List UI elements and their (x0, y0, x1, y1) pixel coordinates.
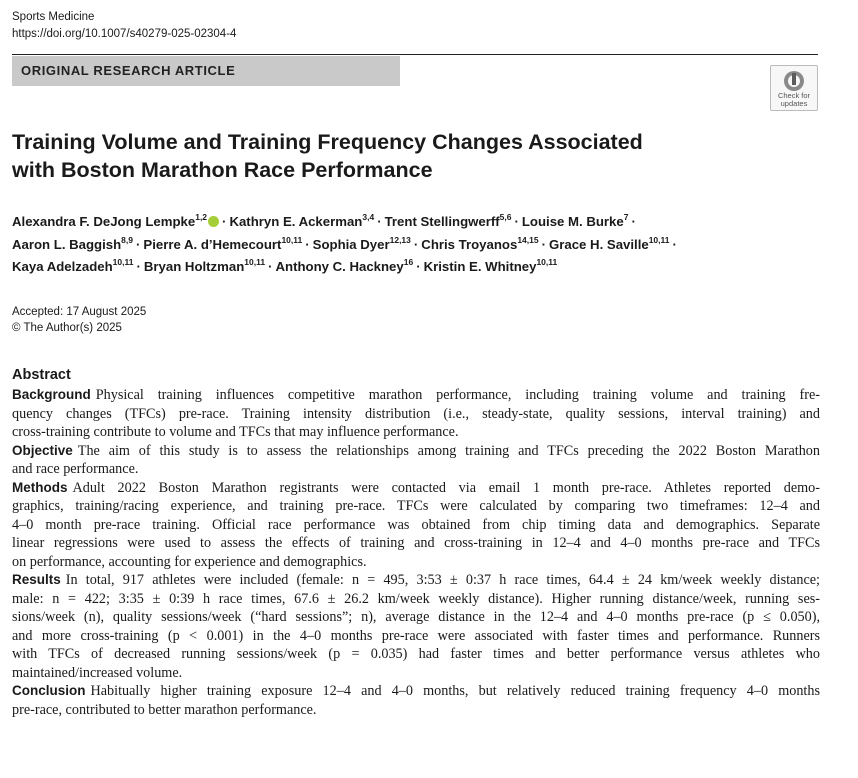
author-separator: · (377, 214, 382, 229)
article-title (12, 128, 792, 184)
abstract-line (12, 571, 820, 590)
abstract-line: pre-race, contributed to better marathon performance. (12, 701, 317, 718)
abstract-line: cross-training contribute to volume and TFCs that may influence performance. (12, 424, 459, 440)
header-divider (12, 54, 818, 55)
author-separator: · (413, 236, 419, 252)
author-affiliation: 7 (623, 212, 629, 222)
abstract-line: male: n = 422; 3:35 ± 0:39 h race times, 67.6 ± 26.2 km/week weekly distance). Higher running distance/week, running ses- (12, 590, 820, 607)
author-name[interactable]: Anthony C. Hackney (275, 259, 404, 274)
abstract-heading: Abstract (12, 367, 71, 383)
abstract-line (12, 479, 820, 498)
line-text: Adult 2022 Boston Marathon registrants were contacted via email 1 month pre-race. Athletes reported demo- (72, 479, 820, 496)
abstract-line: sions/week (n), quality sessions/week (“hard sessions”; n), average distance in the 12–4 and 4–0 months pre-race (p ≤ 0.050), (12, 609, 820, 625)
author-affiliation: 14,15 (517, 234, 539, 245)
line-text: Physical training influences competitive marathon performance, including training volume and training fre- (95, 387, 820, 403)
section-label: Results (12, 572, 61, 587)
abstract-line: quency changes (TFCs) pre-race. Training intensity distribution (i.e., steady-state, quality sessions, interval training) and (12, 405, 820, 422)
section-label: Background (12, 387, 91, 402)
author-name[interactable]: Chris Troyanos (421, 236, 518, 252)
author-name[interactable]: Kristin E. Whitney (423, 259, 537, 274)
author-separator: · (541, 236, 546, 252)
author-separator: · (514, 214, 519, 229)
abstract-line: with TFCs of decreased running sessions/week (p = 0.035) had faster times and better performance versus athletes who (12, 646, 820, 662)
author-affiliation: 10,11 (648, 234, 670, 245)
author-affiliation: 10,11 (112, 257, 134, 267)
article-type-banner: ORIGINAL RESEARCH ARTICLE (12, 56, 400, 86)
abstract-line: maintained/increased volume. (12, 664, 183, 681)
author-line (12, 234, 832, 257)
abstract-line (12, 442, 820, 461)
author-affiliation: 1,2 (195, 212, 208, 222)
check-for-updates-button[interactable] (770, 65, 818, 111)
abstract-line: graphics, training/racing experience, and training pre-race. TFCs were calculated by comparing two timeframes: 12–4 and (12, 498, 820, 514)
line-text: In total, 917 athletes were included (female: n = 495, 3:53 ± 0:37 h race times, 64.4 ± 24 km/week weekly distance; (65, 572, 820, 588)
author-affiliation: 5,6 (499, 212, 512, 222)
abstract-line: and more cross-training (p < 0.001) in the 4–0 months pre-race were associated with faster times and performance. Runners (12, 627, 820, 644)
author-name[interactable]: Pierre A. d’Hemecourt (143, 236, 282, 252)
author-name[interactable]: Sophia Dyer (312, 236, 390, 252)
author-separator: · (631, 214, 636, 229)
author-name[interactable]: Aaron L. Baggish (12, 236, 122, 252)
author-line (12, 211, 832, 234)
title-line: with Boston Marathon Race Performance (12, 158, 433, 182)
section-label: Objective (12, 442, 73, 458)
author-affiliation: 16 (403, 257, 414, 267)
author-separator: · (136, 236, 141, 252)
author-separator: · (136, 259, 141, 274)
author-affiliation: 10,11 (244, 257, 266, 267)
abstract-objective (12, 442, 820, 479)
abstract-background (12, 386, 820, 442)
abstract-results (12, 571, 820, 682)
abstract-line (12, 682, 820, 701)
author-name[interactable]: Alexandra F. DeJong Lempke (12, 214, 196, 229)
abstract-body (12, 386, 820, 719)
accepted-date: Accepted: 17 August 2025 (12, 306, 147, 318)
abstract-conclusion (12, 682, 820, 719)
author-line (12, 256, 832, 279)
doi-link[interactable]: https://doi.org/10.1007/s40279-025-02304-4 (12, 28, 237, 40)
orcid-icon[interactable] (208, 216, 219, 227)
check-updates-icon (783, 70, 805, 92)
abstract-methods (12, 479, 820, 572)
abstract-line: 4–0 month pre-race training. Official race performance was obtained from chip timing data and demographics. Separate (12, 516, 820, 533)
author-separator: · (416, 259, 421, 274)
title-line: Training Volume and Training Frequency Changes Associated (12, 130, 643, 154)
author-affiliation: 3,4 (362, 212, 375, 222)
copyright-notice: © The Author(s) 2025 (12, 322, 122, 334)
line-text: The aim of this study is to assess the relationships among training and TFCs preceding the 2022 Boston Marathon (77, 442, 820, 459)
check-updates-label-1: Check for (777, 91, 811, 100)
author-name[interactable]: Grace H. Saville (549, 236, 649, 252)
author-separator: · (268, 259, 273, 274)
abstract-line: on performance, accounting for experience and demographics. (12, 553, 367, 570)
section-label: Conclusion (12, 683, 86, 698)
author-name[interactable]: Trent Stellingwerff (384, 214, 500, 229)
author-name[interactable]: Kathryn E. Ackerman (229, 214, 363, 229)
author-name[interactable]: Louise M. Burke (521, 214, 624, 229)
check-updates-label-2: updates (780, 99, 808, 108)
section-label: Methods (12, 479, 68, 495)
abstract-line (12, 386, 820, 405)
author-separator: · (222, 214, 227, 229)
author-affiliation: 10,11 (536, 257, 558, 267)
author-name[interactable]: Kaya Adelzadeh (12, 259, 113, 274)
author-separator: · (672, 236, 677, 252)
author-affiliation: 12,13 (389, 234, 411, 245)
author-affiliation: 10,11 (281, 234, 303, 245)
abstract-line: and race performance. (12, 461, 139, 477)
author-separator: · (305, 236, 310, 252)
author-name[interactable]: Bryan Holtzman (143, 259, 245, 274)
author-affiliation: 8,9 (121, 234, 133, 245)
abstract-line: linear regressions were used to assess the effects of training and cross-training in 12–4 and 4–0 months pre-race and TFCs (12, 535, 820, 551)
journal-name: Sports Medicine (12, 11, 95, 23)
line-text: Habitually higher training exposure 12–4 and 4–0 months, but relatively reduced training frequency 4–0 months (90, 683, 820, 699)
author-list (12, 211, 832, 279)
